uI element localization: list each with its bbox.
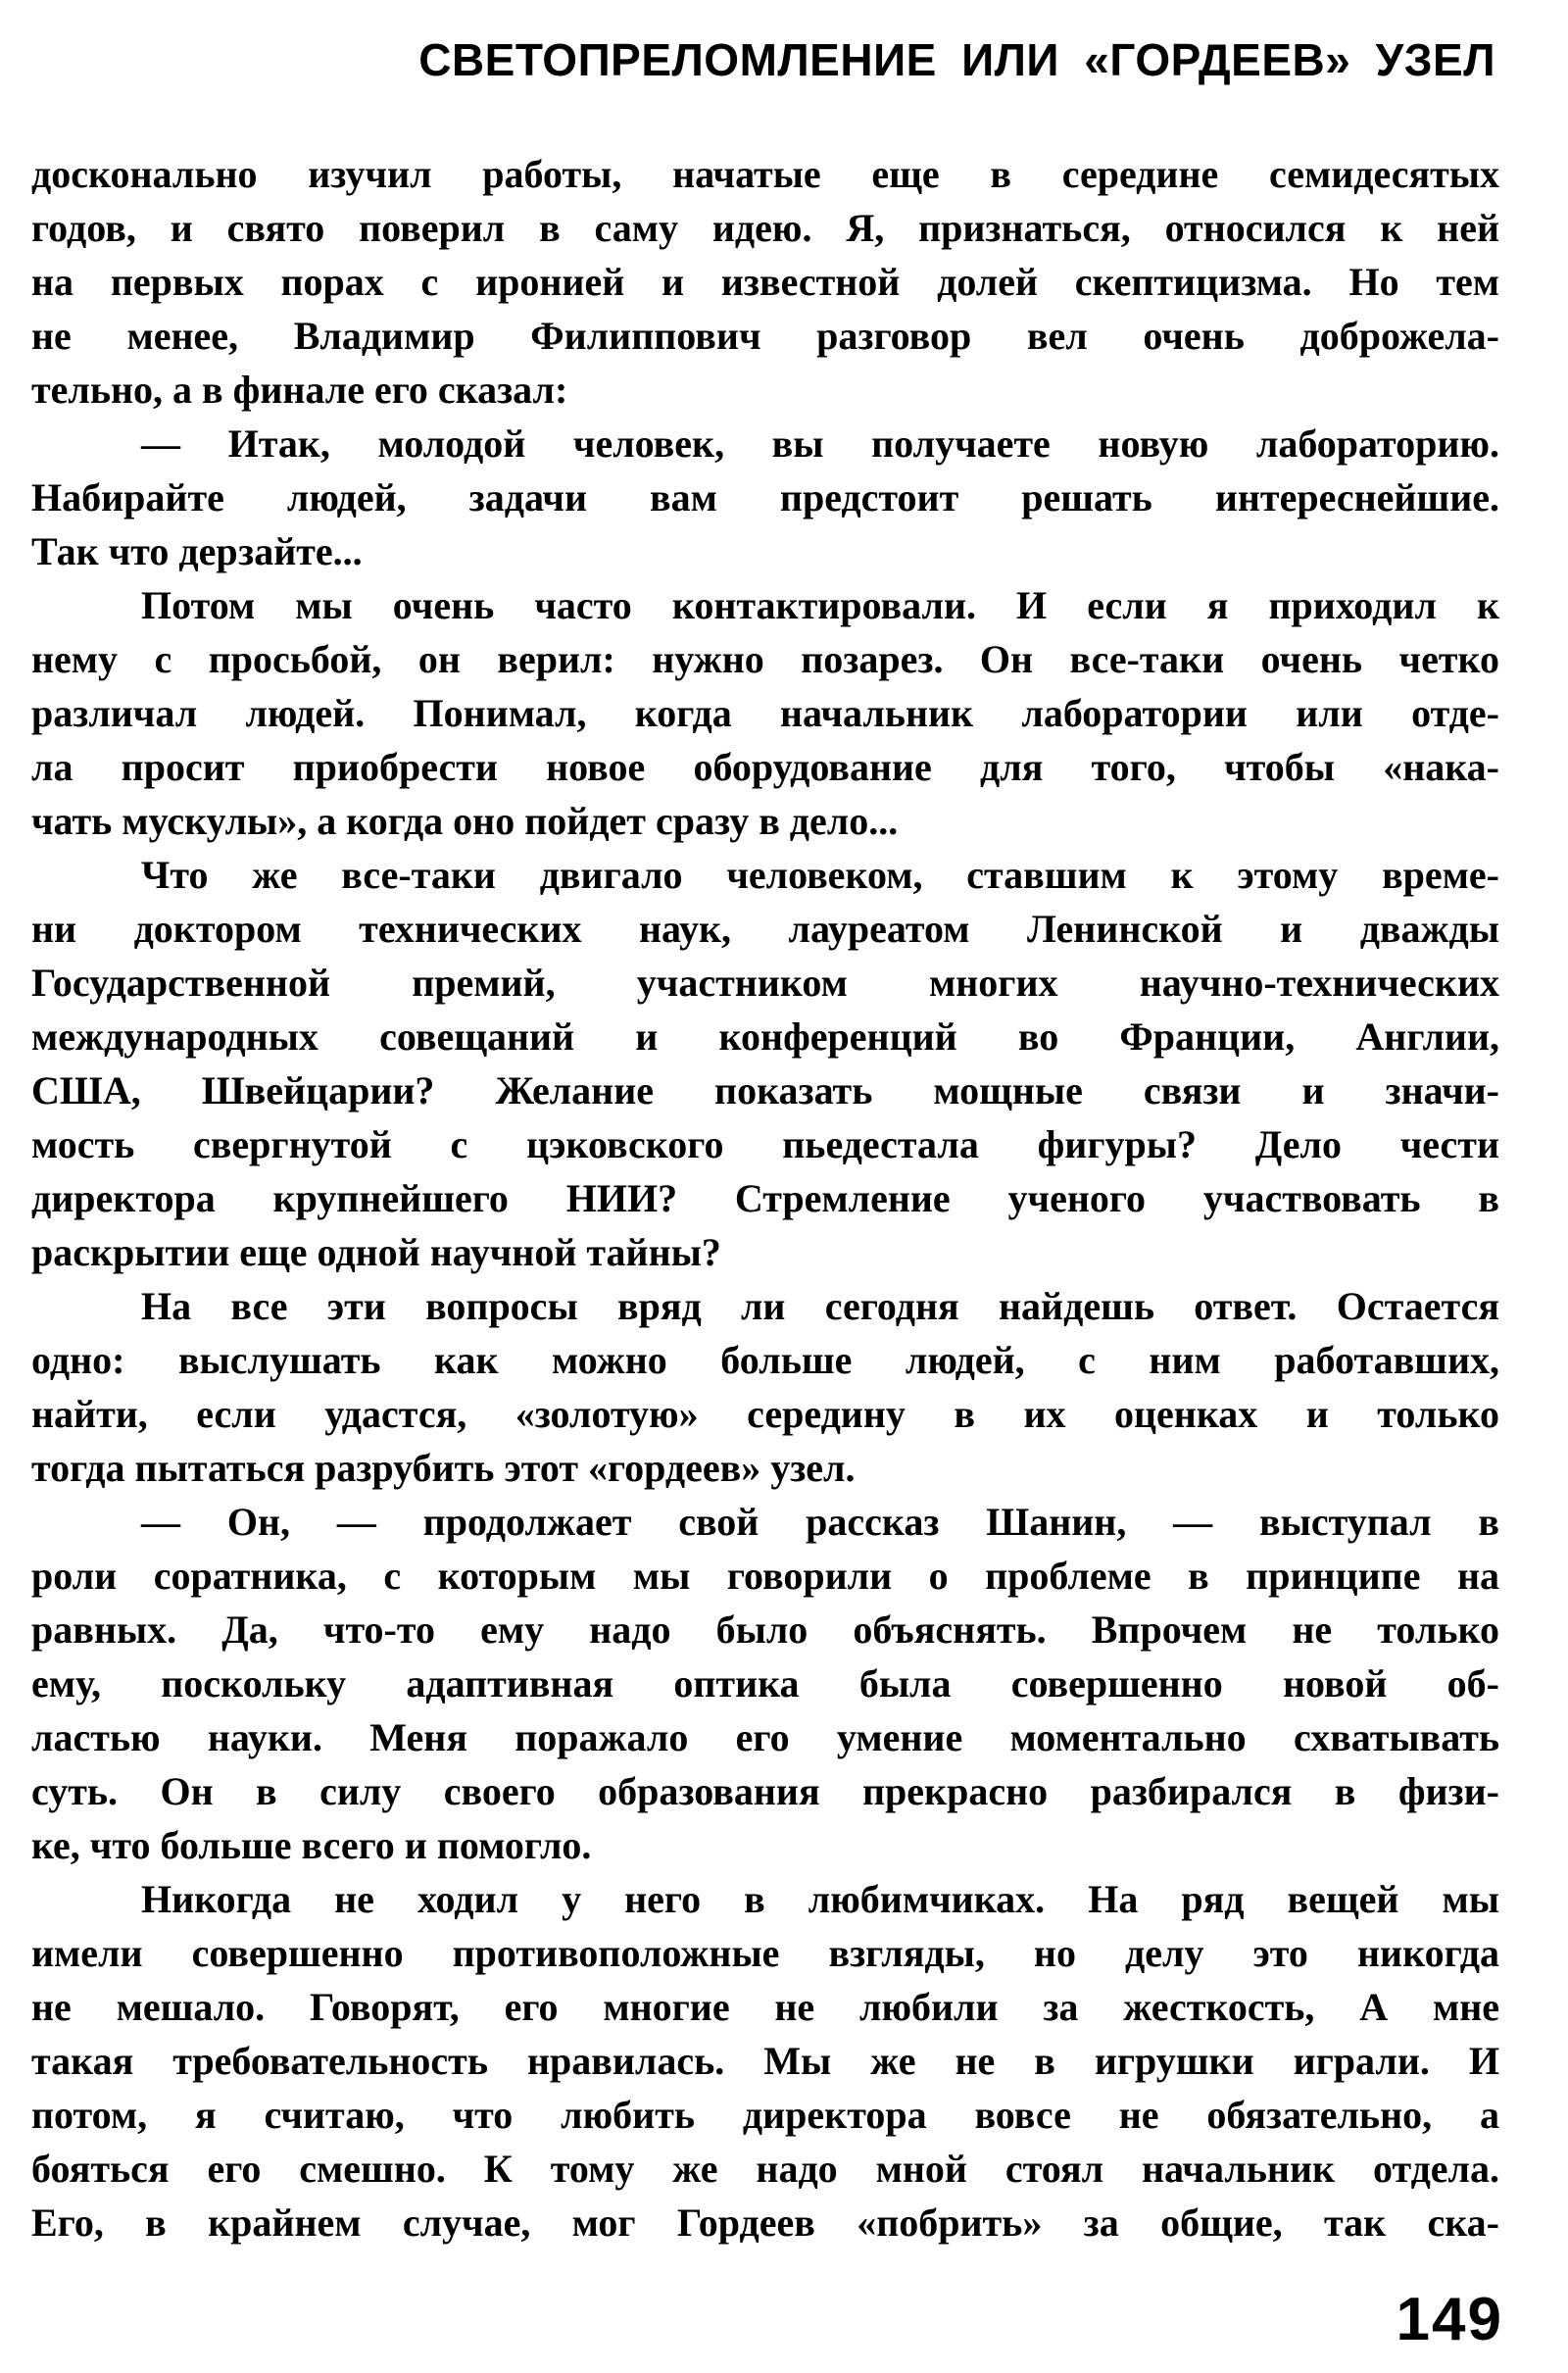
text-line: Что же все-таки двигало человеком, ставшим к этому време- [141,853,1499,897]
text-line: одно: выслушать как можно больше людей, с ним работавших, [31,1338,1499,1382]
text-line: ни доктором технических наук, лауреатом Ленинской и дважды [31,907,1499,951]
text-line: равных. Да, что-то ему надо было объяснять. Впрочем не только [31,1607,1499,1652]
text-line: такая требовательность нравилась. Мы же не в игрушки играли. И [31,2039,1499,2083]
text-line: ла просит приобрести новое оборудование для того, чтобы «нака- [31,745,1499,789]
running-header-title: СВЕТОПРЕЛОМЛЕНИЕ ИЛИ «ГОРДЕЕВ» УЗЕЛ [418,34,1495,85]
text-line: раскрытии еще одной научной тайны? [31,1230,721,1274]
text-line: годов, и свято поверил в саму идею. Я, признаться, относился к ней [31,206,1499,250]
body-text-block [31,147,1499,2249]
text-line: тогда пытаться разрубить этот «гордеев» узел. [31,1446,856,1490]
text-line: США, Швейцарии? Желание показать мощные связи и значи- [31,1068,1499,1112]
text-line: директора крупнейшего НИИ? Стремление ученого участвовать в [31,1176,1499,1220]
text-line: Никогда не ходил у него в любимчиках. На ряд вещей мы [141,1877,1499,1921]
text-line: бояться его смешно. К тому же надо мной стоял начальник отдела. [31,2147,1499,2191]
text-line: найти, если удастся, «золотую» середину в их оценках и только [31,1392,1499,1436]
text-line: — Он, — продолжает свой рассказ Шанин, — выступал в [141,1500,1499,1544]
text-line: ластью науки. Меня поражало его умение моментально схватывать [31,1715,1499,1759]
text-line: Набирайте людей, задачи вам предстоит решать интереснейшие. [31,475,1499,519]
text-line: имели совершенно противоположные взгляды, но делу это никогда [31,1931,1499,1975]
text-line: международных совещаний и конференций во Франции, Англии, [31,1014,1499,1059]
text-line: Его, в крайнем случае, мог Гордеев «побрить» за общие, так ска- [31,2200,1499,2245]
text-line: На все эти вопросы вряд ли сегодня найдешь ответ. Остается [141,1284,1499,1328]
text-line: на первых порах с иронией и известной долей скептицизма. Но тем [31,260,1499,304]
page-number: 149 [1396,2286,1503,2353]
text-line: потом, я считаю, что любить директора вовсе не обязательно, а [31,2093,1499,2137]
text-line: Потом мы очень часто контактировали. И если я приходил к [141,583,1499,627]
text-line: ке, что больше всего и помогло. [31,1823,592,1867]
text-line: чать мускулы», а когда оно пойдет сразу в дело... [31,799,899,843]
text-line: Государственной премий, участником многих научно-технических [31,961,1499,1005]
text-line: различал людей. Понимал, когда начальник лаборатории или отде- [31,691,1499,735]
text-line: досконально изучил работы, начатые еще в середине семидесятых [31,152,1499,196]
text-line: нему с просьбой, он верил: нужно позарез. Он все-таки очень четко [31,637,1499,681]
text-line: ему, поскольку адаптивная оптика была совершенно новой об- [31,1661,1499,1706]
text-line: не менее, Владимир Филиппович разговор вел очень доброжела- [31,314,1499,358]
text-line: тельно, а в финале его сказал: [31,368,568,412]
text-line: роли соратника, с которым мы говорили о проблеме в принципе на [31,1554,1499,1598]
text-line: суть. Он в силу своего образования прекрасно разбирался в физи- [31,1769,1499,1813]
text-line: мость свергнутой с цэковского пьедестала фигуры? Дело чести [31,1122,1499,1166]
text-line: — Итак, молодой человек, вы получаете новую лабораторию. [141,421,1499,466]
text-line: не мешало. Говорят, его многие не любили за жесткость, А мне [31,1985,1499,2029]
text-line: Так что дерзайте... [31,529,363,573]
